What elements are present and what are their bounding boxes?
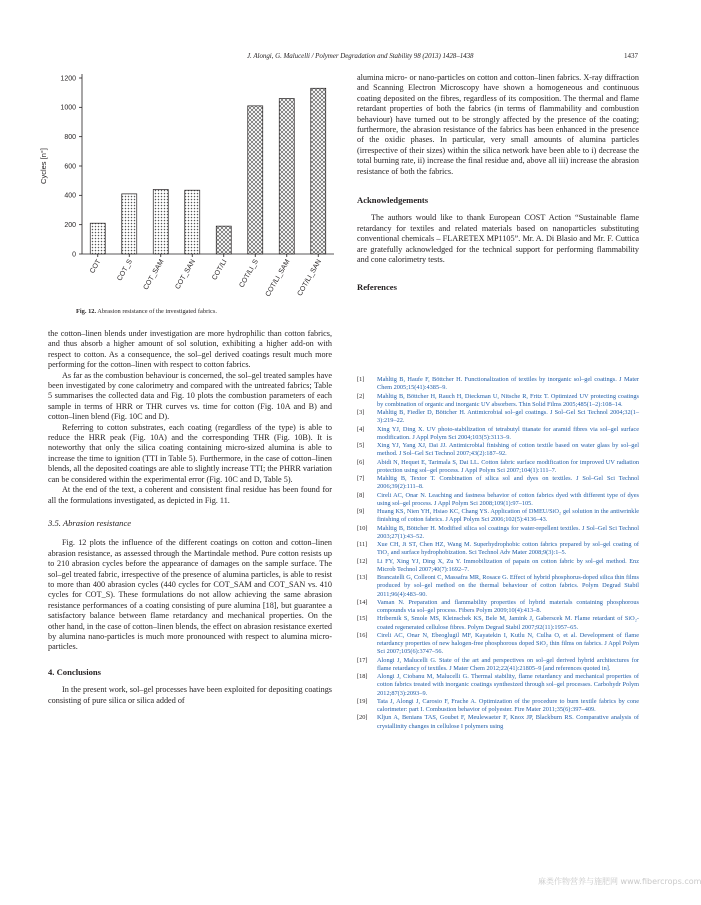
reference-item (357, 657, 639, 674)
paragraph: the cotton–linen blends under investigation are more hydrophilic than cotton fabrics, and thus absorb a higher amount of sol solution, exhibiting a higher add-on with respect to cotton. As a consequence, the sol–gel derived coatings result much more performing for the cotton–linen with respect to cotton fabrics. (48, 329, 332, 370)
x-tick-label: COT/LI_SAM (264, 258, 292, 299)
paragraph: In the present work, sol–gel processes have been exploited for depositing coatings consisting of pure silica or silica added of (48, 685, 332, 705)
reference-number: [10] (357, 524, 368, 532)
bar-cot-li (216, 226, 231, 254)
y-tick-label: 1000 (60, 104, 76, 112)
section-heading-3-5: 3.5. Abrasion resistance (48, 517, 132, 528)
bar-cot-li-sam (279, 99, 294, 254)
reference-number: [12] (357, 557, 368, 565)
reference-number: [7] (357, 475, 365, 482)
reference-text[interactable]: Kljun A, Benians TAS, Goubet F, Meulewaeter F, Knox JP, Blackburn RS. Comparative analysis of crystallinity changes in cellulose I polymers using (377, 714, 639, 730)
reference-item (357, 558, 639, 575)
reference-item (357, 574, 639, 599)
reference-number: [4] (357, 425, 365, 433)
y-axis-label: Cycles [n°] (39, 148, 48, 184)
reference-number: [3] (357, 409, 365, 416)
reference-item (357, 541, 639, 558)
reference-item (357, 599, 639, 616)
reference-text[interactable]: Tata J, Alongi J, Carosio F, Frache A. Optimization of the procedure to burn textile fabrics by cone calorimeter: part I. Combustion behavior of polyester. Fire Mater 2011;35(6):397–409. (377, 697, 639, 713)
x-tick-label: COT/LI_S (238, 258, 260, 289)
reference-item (357, 698, 639, 715)
reference-number: [2] (357, 392, 365, 400)
reference-item (357, 393, 639, 410)
section-heading-acknowledgements: Acknowledgements (357, 195, 429, 206)
y-tick-label: 400 (64, 192, 76, 200)
bar-cot-s (122, 194, 137, 254)
y-tick-label: 200 (64, 222, 76, 230)
chart-bars (90, 88, 326, 254)
reference-item (357, 673, 639, 698)
running-head: J. Alongi, G. Malucelli / Polymer Degradation and Stability 98 (2013) 1428–1438 (247, 52, 474, 60)
section-heading-references: References (357, 281, 397, 292)
reference-text[interactable]: Cireli AC, Onar N. Leaching and fastness behavior of cotton fabrics dyed with different type of dyes using sol–gel process. J Appl Polym Sci 2008;109(1):97–105. (377, 491, 639, 507)
x-tick-label: COT_SAN (174, 258, 197, 291)
reference-number: [9] (357, 508, 365, 515)
y-tick-label: 0 (72, 251, 76, 259)
bar-cot-li-s (248, 106, 263, 254)
bar-cot-li-san (311, 88, 326, 254)
paragraph: alumina micro- or nano-particles on cotton and cotton–linen fabrics. X-ray diffraction and Scanning Electron Microscopy have shown a homogeneous and continuous coating deposited on the fibres, regardless of its composition. The thermal and flame retardant properties of both the fabrics (in terms of flammability and combustion behaviour) have turned out to be strongly affected by the presence of the coating; furthermore, the abrasion resistance of the fabrics has been enhanced in the presence of the oxidic phases. In particular, very small amounts of alumina particles (irrespective of their sizes) within the silica network have been able to i) decrease the total burning rate, ii) increase the final residue and, above all iii) increase the abrasion resistance of both the fabrics. (357, 73, 639, 176)
reference-text[interactable]: Mahltig B, Fiedler D, Böttcher H. Antimicrobial sol–gel coatings. J Sol–Gel Sci Technol 2004;32(1–3):219–22. (377, 409, 639, 425)
y-tick-label: 800 (64, 134, 76, 142)
reference-number: [8] (357, 491, 365, 499)
right-column (357, 73, 639, 300)
reference-text[interactable]: Cireli AC, Onar N, Ebeoglugil MF, Kayatekin I, Kutlu N, Culha O, et al. Development of flame retardancy properties of new halogen-free phosphorous doped SiO₂ thin films on fabrics. J Appl Polym Sci 2007;105(6):3747–56. (377, 631, 639, 656)
paragraph: Fig. 12 plots the influence of the different coatings on cotton and cotton–linen abrasion resistance, as assessed through the Martindale method. Pure cotton resists up to 210 abrasion cycles before the appearance of damages on the sample surface. The sol–gel treated fabric, irrespective of the presence of alumina particles, is able to resist to more than 400 abrasion cycles (440 cycles for COT_SAM and COT_SAN vs. 410 cycles for COT_S). These formulations do not allow achieving the same abrasion resistance performances of a coating consisting of pure alumina [18], but guarantee a satisfactory balance between flame retardancy and mechanical properties. On the other hand, in the case of cotton–linen blends, the effect on abrasion resistance exerted by alumina nano-particles is much more pronounced with respect to alumina micro-particles. (48, 538, 332, 652)
reference-item (357, 442, 639, 459)
reference-text[interactable]: Vaman N. Preparation and flammability properties of hybrid materials containing phosphorous compounds via sol–gel process. Fibers Polym 2009;10(4):413–8. (377, 598, 639, 614)
section-heading-conclusions: 4. Conclusions (48, 666, 102, 677)
x-tick-label: COT_SAM (142, 258, 166, 292)
reference-number: [15] (357, 615, 368, 623)
reference-text[interactable]: Huang KS, Nien YH, Hsiao KC, Chang YS. Application of DMEU/SiO₂ gel solution in the antiwrinkle finishing of cotton fabrics. J Appl Polym Sci 2006;102(5):4136–43. (377, 508, 639, 524)
paragraph: Referring to cotton substrates, each coating (regardless of the type) is able to reduce the HRR peak (Fig. 10A) and the corresponding THR (Fig. 10B). It is noteworthy that only the silica coating containing micro-sized alumina is able to increase the time to ignition (TTI in Table 5). Furthermore, in the case of cotton–linen blends, all the deposited coatings are able to slightly increase TTI; the PHRR variation can be considered within the experimental error (Fig. 10C and D, Table 5). (48, 422, 332, 484)
reference-item (357, 475, 639, 492)
reference-item (357, 508, 639, 525)
figure-caption (76, 308, 217, 315)
reference-number: [5] (357, 442, 365, 449)
reference-number: [11] (357, 541, 368, 548)
reference-item (357, 492, 639, 509)
reference-number: [20] (357, 714, 368, 722)
x-tick-label: COT_S (116, 258, 134, 283)
x-tick-label: COT (89, 258, 103, 275)
page-number: 1437 (624, 52, 638, 60)
left-column (48, 329, 332, 706)
watermark: 麻类作物营养与施肥网 www.fibercrops.com (538, 877, 701, 886)
figure-caption-label: Fig. 12. (76, 308, 97, 315)
reference-text[interactable]: Alongi J, Ciobanu M, Malucelli G. Thermal stability, flame retardancy and mechanical properties of cotton fabrics treated with inorganic coatings synthesized through sol–gel processes. Carbohydr Polym 2012;87(3):2093–9. (377, 673, 639, 697)
reference-item (357, 615, 639, 632)
x-tick-label: COT/LI_SAN (296, 258, 323, 298)
reference-text[interactable]: Brancatelli G, Colleoni C, Massafra MR, Rosace G. Effect of hybrid phosphorus-doped silica thin films produced by sol–gel method on the thermal behaviour of cotton fabrics. Polym Degrad Stabil 2011;96(4):483–90. (377, 574, 639, 598)
bar-cot-sam (153, 189, 168, 254)
y-tick-label: 1200 (60, 75, 76, 83)
reference-list (357, 376, 639, 731)
reference-text[interactable]: Mahltig B, Böttcher H. Modified silica sol coatings for water-repellent textiles. J Sol–Gel Sci Technol 2003;27(1):43–52. (377, 524, 639, 540)
reference-number: [13] (357, 574, 368, 581)
reference-item (357, 714, 639, 731)
reference-item (357, 459, 639, 476)
figure-caption-text: Abrasion resistance of the investigated fabrics. (96, 308, 217, 315)
reference-item (357, 632, 639, 657)
reference-text[interactable]: Mahltig B, Böttcher H, Rauch H, Dieckman U, Nitsche R, Fritz T. Optimized UV protecting coatings by combination of organic and inorganic UV absorbers. Thin Solid Films 2005;485(1–2):108–14. (377, 392, 639, 408)
reference-number: [16] (357, 631, 368, 639)
reference-number: [14] (357, 598, 368, 606)
paragraph: The authors would like to thank European COST Action “Sustainable flame retardancy for textiles and related materials based on nanoparticles substituting conventional chemicals – FLARETEX MP1105”. Mr. A. Di Blasio and Mr. F. Cuttica are gratefully acknowledged for the technical support for performing flammability and cone calorimetry tests. (357, 213, 639, 265)
reference-number: [17] (357, 656, 368, 664)
reference-item (357, 426, 639, 443)
reference-text[interactable]: Xing YJ, Yang XJ, Dai JJ. Antimicrobial finishing of cotton textile based on water glass by sol–gel method. J Sol–Gel Sci Technol 2007;43(2):187–92. (377, 442, 639, 458)
reference-text[interactable]: Alongi J, Malucelli G. State of the art and perspectives on sol–gel derived hybrid architectures for flame retardancy of textiles. J Mater Chem 2012;22(41):21805–9 [and references quoted in]. (377, 656, 639, 672)
bar-cot-san (185, 190, 200, 254)
paragraph: At the end of the text, a coherent and consistent final residue has been found for all the formulations investigated, as depicted in Fig. 11. (48, 485, 332, 505)
reference-text[interactable]: Xing YJ, Ding X. UV photo-stabilization of tetrabutyl titanate for aramid fibres via sol–gel surface modification. J Appl Polym Sci 2004;103(5):3113–9. (377, 425, 639, 441)
paragraph: As far as the combustion behaviour is concerned, the sol–gel treated samples have been investigated by cone calorimetry and compared with the untreated fabrics; Table 5 summarises the collected data and Fig. 10 plots the combustion parameters of each sample in terms of HRR or THR curves vs. time for cotton (Fig. 10A and B) and cotton–linen blend (Fig. 10C and D). (48, 370, 332, 422)
abrasion-bar-chart (34, 72, 339, 304)
bar-cot (90, 223, 105, 254)
reference-text[interactable]: Xue CH, Ji ST, Chen HZ, Wang M. Superhydrophobic cotton fabrics prepared by sol–gel coating of TiO₂ and surface hydrophobization. Sci Technol Adv Mater 2008;9(3):1–5. (377, 541, 639, 557)
reference-number: [19] (357, 697, 368, 705)
reference-item (357, 376, 639, 393)
reference-text[interactable]: Li FY, Xing YJ, Ding X, Zu Y. Immobilization of papain on cotton fabric by sol–gel method. Enz Microb Technol 2007;40(7):1692–7. (377, 557, 639, 573)
reference-number: [1] (357, 376, 365, 383)
reference-text[interactable]: Mahltig B, Haufe F, Böttcher H. Functionalization of textiles by inorganic sol–gel coatings. J Mater Chem 2005;15(41):4385–9. (377, 376, 639, 392)
reference-text[interactable]: Hribernik S, Smole MS, Kleinschek KS, Bele M, Jamink J, Gaberscek M. Flame retardant of SiO₂-coated regenerated cellulose fibres. Polym Degrad Stabil 2007;92(11):1957–65. (377, 615, 639, 631)
y-tick-label: 600 (64, 163, 76, 171)
reference-item (357, 409, 639, 426)
reference-text[interactable]: Mahltig B, Textor T. Combination of silica sol and dyes on textiles. J Sol–Gel Sci Technol 2006;39(2):111–8. (377, 475, 639, 491)
chart-axes (79, 74, 334, 257)
running-header (0, 52, 678, 66)
x-tick-label: COT/LI (211, 258, 229, 282)
reference-text[interactable]: Abidi N, Hequet E, Tarimala S, Dai LL. Cotton fabric surface modification for improved UV radiation protection using sol–gel process. J Appl Polym Sci 2007;104(1):111–7. (377, 458, 639, 474)
reference-number: [6] (357, 458, 365, 466)
reference-number: [18] (357, 673, 368, 680)
reference-item (357, 525, 639, 542)
